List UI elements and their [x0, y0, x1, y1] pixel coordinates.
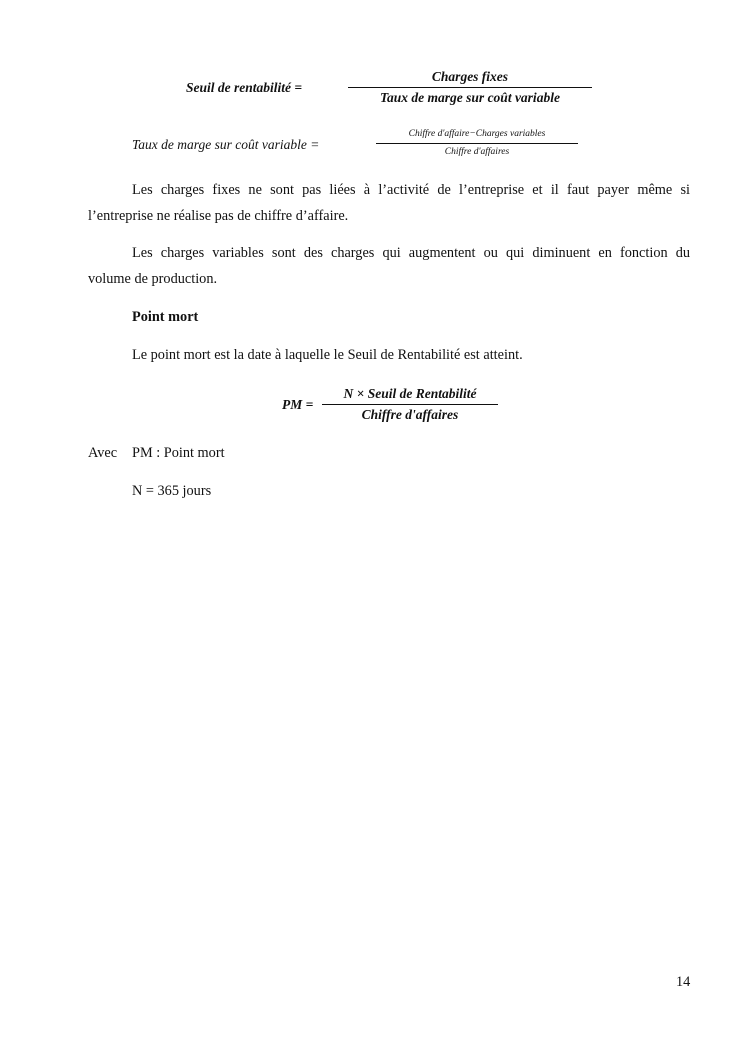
paragraph-charges-variables-line1: Les charges variables sont des charges qui augmentent ou qui diminuent en fonction du [132, 245, 690, 261]
formula-seuil-numerator: Charges fixes [431, 69, 509, 84]
formula-pm-denominator: Chiffre d'affaires [361, 406, 459, 422]
formula-taux-numerator: Chiffre d'affaire−Charges variables [408, 129, 546, 139]
formula-seuil-lhs: Seuil de rentabilité = [186, 80, 303, 95]
avec-pm-definition: PM : Point mort [132, 445, 225, 461]
paragraph-charges-fixes-line1: Les charges fixes ne sont pas liées à l’activité de l’entreprise et il faut payer même si [132, 182, 690, 198]
formula-pm-numerator: N × Seuil de Rentabilité [343, 386, 477, 401]
paragraph-point-mort: Le point mort est la date à laquelle le Seuil de Rentabilité est atteint. [132, 347, 523, 363]
formula-taux-fraction [376, 130, 578, 157]
paragraph-charges-fixes [88, 177, 690, 229]
avec-n-definition: N = 365 jours [132, 483, 212, 499]
formula-taux-lhs: Taux de marge sur coût variable = [132, 137, 320, 152]
formula-seuil-fraction [348, 70, 592, 104]
paragraph-charges-variables [88, 240, 690, 292]
avec-label: Avec [88, 445, 118, 461]
heading-point-mort: Point mort [132, 309, 199, 325]
formula-seuil-denominator: Taux de marge sur coût variable [380, 89, 560, 105]
formula-pm-fraction [322, 387, 498, 421]
formula-taux-denominator: Chiffre d'affaires [444, 146, 510, 157]
page-number: 14 [676, 974, 691, 990]
paragraph-charges-variables-line2: volume de production. [88, 271, 218, 287]
formula-pm-lhs: PM = [282, 397, 314, 412]
paragraph-charges-fixes-line2: l’entreprise ne réalise pas de chiffre d’affaire. [88, 208, 349, 224]
